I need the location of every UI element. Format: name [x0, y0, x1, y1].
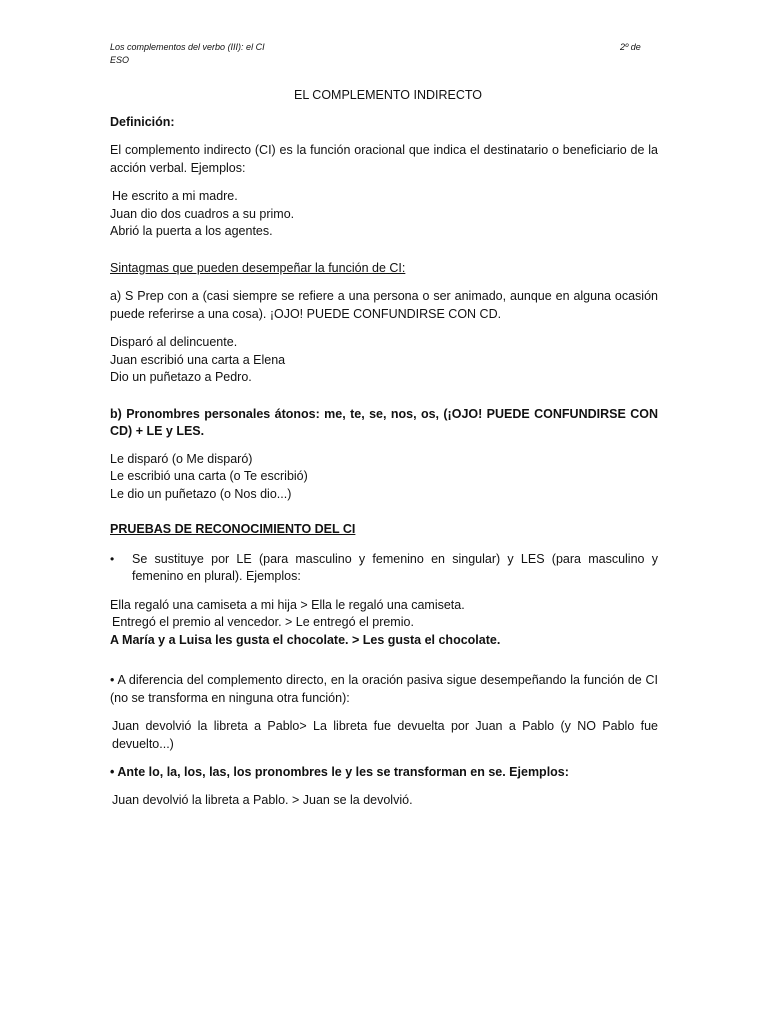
header-left: Los complementos del verbo (III): el CI	[110, 42, 265, 52]
syntagms-b-text: b) Pronombres personales átonos: me, te, se, nos, os, (¡OJO! PUEDE CONFUNDIRSE CON CD) + LE y LES.	[110, 406, 658, 438]
header-left-second-line: ESO	[110, 55, 130, 65]
definition-text: El complemento indirecto (CI) es la función oracional que indica el destinatario o beneficiario de la acción verbal. Ejemplos:	[110, 143, 658, 175]
tests-bullet-1-text: Se sustituye por LE (para masculino y femenino en singular) y LES (para masculino y femenino en plural). Ejemplos:	[132, 551, 658, 583]
definition-examples	[110, 188, 658, 241]
tests-bullet-3-example: Juan devolvió la libreta a Pablo. > Juan se la devolvió.	[112, 792, 413, 807]
page-header	[110, 40, 658, 64]
tests-bullet-2-text: • A diferencia del complemento directo, en la oración pasiva sigue desempeñando la función de CI (no se transforma en ninguna otra función):	[110, 673, 658, 705]
document-page	[110, 40, 658, 809]
tests-bullet-1-example: Ella regaló una camiseta a mi hija > Ella le regaló una camiseta.	[110, 597, 465, 612]
tests-bullet-2-example: Juan devolvió la libreta a Pablo> La libreta fue devuelta por Juan a Pablo (y NO Pablo fue devuelto...)	[112, 719, 658, 751]
bullet-icon: •	[110, 551, 115, 566]
document-title: EL COMPLEMENTO INDIRECTO	[294, 88, 482, 102]
syntagms-a-example: Juan escribió una carta a Elena	[110, 352, 286, 367]
header-right: 2º de	[620, 42, 641, 52]
syntagms-b-examples	[110, 451, 658, 504]
syntagms-a-example: Dio un puñetazo a Pedro.	[110, 370, 252, 384]
syntagms-b-example: Le dio un puñetazo (o Nos dio...)	[110, 486, 292, 501]
tests-bullet-1-example: Entregó el premio al vencedor. > Le entregó el premio.	[112, 615, 414, 629]
syntagms-heading: Sintagmas que pueden desempeñar la función de CI:	[110, 260, 406, 275]
tests-bullet-3-text: • Ante lo, la, los, las, los pronombres le y les se transforman en se. Ejemplos:	[110, 765, 569, 779]
definition-example: Juan dio dos cuadros a su primo.	[110, 206, 295, 221]
tests-bullet-1	[110, 551, 658, 586]
tests-bullet-1-example: A María y a Luisa les gusta el chocolate. > Les gusta el chocolate.	[110, 632, 501, 647]
syntagms-b-example: Le disparó (o Me disparó)	[110, 451, 253, 466]
syntagms-a-examples	[110, 334, 658, 387]
syntagms-a-text: a) S Prep con a (casi siempre se refiere a una persona o ser animado, aunque en alguna ocasión puede referirse a una cosa). ¡OJO! PUEDE CONFUNDIRSE CON CD.	[110, 289, 658, 321]
definition-heading: Definición:	[110, 114, 175, 129]
definition-example: Abrió la puerta a los agentes.	[110, 224, 273, 238]
definition-example: He escrito a mi madre.	[112, 189, 238, 203]
tests-heading: PRUEBAS DE RECONOCIMIENTO DEL CI	[110, 522, 356, 536]
syntagms-a-example: Disparó al delincuente.	[110, 335, 238, 349]
syntagms-b-example: Le escribió una carta (o Te escribió)	[110, 469, 308, 483]
tests-bullet-1-examples	[110, 597, 658, 650]
